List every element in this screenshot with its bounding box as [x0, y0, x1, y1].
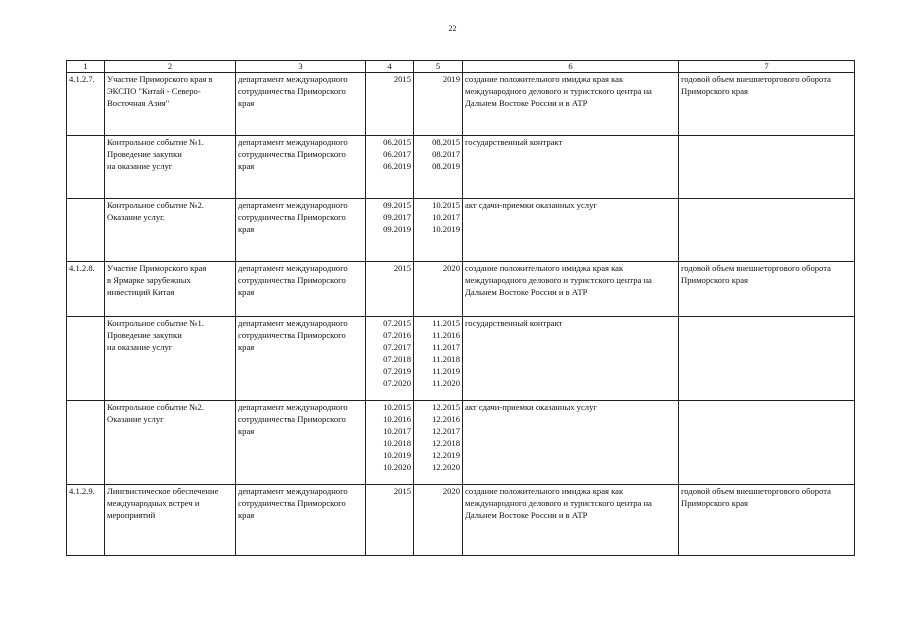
- executor-line: департамент международного: [238, 318, 348, 328]
- indicator-cell: [679, 136, 855, 199]
- expected-result-cell: [463, 317, 679, 401]
- start-date-line: 10.2015: [383, 402, 411, 412]
- end-date-line: 12.2019: [432, 450, 460, 460]
- end-date-line: 10.2017: [432, 212, 460, 222]
- page-number: 22: [448, 24, 457, 33]
- column-header: 5: [414, 61, 463, 73]
- expected-result-line: Дальнем Востоке России и в АТР: [465, 287, 588, 297]
- activity-name-line: ЭКСПО "Китай - Северо-: [107, 86, 201, 96]
- expected-result-line: международного делового и туристского центра на: [465, 275, 652, 285]
- executor-cell: [236, 199, 366, 262]
- executor-line: сотрудничества Приморского: [238, 498, 346, 508]
- executor-line: края: [238, 342, 255, 352]
- end-date-cell: [414, 401, 463, 485]
- end-date-line: 2020: [442, 263, 460, 273]
- end-date-cell: [414, 136, 463, 199]
- expected-result-cell: [463, 136, 679, 199]
- expected-result-line: акт сдачи-приемки оказанных услуг: [465, 402, 597, 412]
- executor-line: департамент международного: [238, 74, 348, 84]
- start-date-cell: [366, 73, 414, 136]
- activity-name-line: на оказание услуг: [107, 161, 173, 171]
- executor-cell: [236, 317, 366, 401]
- activity-name-cell: [105, 73, 236, 136]
- start-date-line: 10.2018: [383, 438, 411, 448]
- end-date-line: 12.2015: [432, 402, 460, 412]
- start-date-line: 09.2019: [383, 224, 411, 234]
- table-row: [67, 485, 855, 556]
- end-date-line: 2019: [442, 74, 460, 84]
- activity-name-line: Контрольное событие №2.: [107, 402, 204, 412]
- start-date-line: 07.2017: [383, 342, 411, 352]
- activity-name-line: Оказание услуг.: [107, 212, 165, 222]
- start-date-cell: [366, 401, 414, 485]
- indicator-line: Приморского края: [681, 275, 748, 285]
- start-date-line: 07.2019: [383, 366, 411, 376]
- executor-line: департамент международного: [238, 263, 348, 273]
- end-date-line: 12.2017: [432, 426, 460, 436]
- end-date-line: 08.2017: [432, 149, 460, 159]
- expected-result-line: государственный контракт: [465, 137, 563, 147]
- activity-name-line: Проведение закупки: [107, 149, 182, 159]
- executor-line: края: [238, 287, 255, 297]
- column-header: 4: [366, 61, 414, 73]
- column-header: 3: [236, 61, 366, 73]
- end-date-line: 11.2020: [432, 378, 460, 388]
- indicator-cell: [679, 73, 855, 136]
- activity-name-cell: [105, 199, 236, 262]
- activity-name-line: Лингвистическое обеспечение: [107, 486, 219, 496]
- start-date-line: 2015: [393, 74, 411, 84]
- activity-name-line: Оказание услуг: [107, 414, 164, 424]
- indicator-line: Приморского края: [681, 498, 748, 508]
- executor-line: департамент международного: [238, 200, 348, 210]
- activity-number-cell: [67, 401, 105, 485]
- end-date-line: 11.2018: [432, 354, 460, 364]
- activity-name-line: Контрольное событие №2.: [107, 200, 204, 210]
- start-date-cell: [366, 199, 414, 262]
- executor-line: департамент международного: [238, 402, 348, 412]
- column-header: 2: [105, 61, 236, 73]
- activity-name-cell: [105, 401, 236, 485]
- end-date-line: 2020: [442, 486, 460, 496]
- activity-name-line: на оказание услуг: [107, 342, 173, 352]
- start-date-line: 10.2017: [383, 426, 411, 436]
- end-date-line: 12.2018: [432, 438, 460, 448]
- start-date-line: 07.2016: [383, 330, 411, 340]
- executor-line: края: [238, 98, 255, 108]
- start-date-line: 2015: [393, 263, 411, 273]
- expected-result-line: международного делового и туристского центра на: [465, 498, 652, 508]
- expected-result-line: международного делового и туристского центра на: [465, 86, 652, 96]
- start-date-line: 10.2019: [383, 450, 411, 460]
- executor-line: сотрудничества Приморского: [238, 86, 346, 96]
- activity-name-line: Проведение закупки: [107, 330, 182, 340]
- end-date-cell: [414, 317, 463, 401]
- executor-line: департамент международного: [238, 486, 348, 496]
- activity-name-line: Восточная Азия": [107, 98, 170, 108]
- executor-cell: [236, 401, 366, 485]
- activity-name-line: инвестиций Китая: [107, 287, 175, 297]
- start-date-line: 06.2017: [383, 149, 411, 159]
- expected-result-line: Дальнем Востоке России и в АТР: [465, 510, 588, 520]
- activity-number-cell: 4.1.2.9.: [67, 485, 105, 556]
- end-date-line: 08.2019: [432, 161, 460, 171]
- column-header: 6: [463, 61, 679, 73]
- expected-result-cell: [463, 401, 679, 485]
- header-row: [67, 61, 855, 73]
- executor-line: сотрудничества Приморского: [238, 149, 346, 159]
- activity-name-line: мероприятий: [107, 510, 156, 520]
- end-date-cell: [414, 199, 463, 262]
- start-date-cell: [366, 317, 414, 401]
- end-date-line: 10.2019: [432, 224, 460, 234]
- activity-number-cell: 4.1.2.8.: [67, 262, 105, 317]
- executor-line: края: [238, 224, 255, 234]
- start-date-line: 2015: [393, 486, 411, 496]
- start-date-cell: [366, 262, 414, 317]
- expected-result-line: создание положительного имиджа края как: [465, 74, 624, 84]
- end-date-line: 11.2016: [432, 330, 460, 340]
- indicator-line: годовой объем внешнеторгового оборота: [681, 74, 831, 84]
- start-date-line: 07.2020: [383, 378, 411, 388]
- column-header: 7: [679, 61, 855, 73]
- executor-line: сотрудничества Приморского: [238, 275, 346, 285]
- expected-result-cell: [463, 199, 679, 262]
- indicator-cell: [679, 401, 855, 485]
- indicator-line: годовой объем внешнеторгового оборота: [681, 486, 831, 496]
- expected-result-line: создание положительного имиджа края как: [465, 486, 624, 496]
- end-date-line: 11.2015: [432, 318, 460, 328]
- end-date-line: 08.2015: [432, 137, 460, 147]
- indicator-line: Приморского края: [681, 86, 748, 96]
- table-row: [67, 401, 855, 485]
- executor-cell: [236, 262, 366, 317]
- activity-number-cell: [67, 317, 105, 401]
- indicator-line: годовой объем внешнеторгового оборота: [681, 263, 831, 273]
- expected-result-line: акт сдачи-приемки оказанных услуг: [465, 200, 597, 210]
- table-row: [67, 317, 855, 401]
- start-date-line: 09.2017: [383, 212, 411, 222]
- activity-name-line: Контрольное событие №1.: [107, 137, 204, 147]
- start-date-line: 06.2015: [383, 137, 411, 147]
- activity-number-cell: [67, 199, 105, 262]
- indicator-cell: [679, 485, 855, 556]
- end-date-cell: [414, 485, 463, 556]
- indicator-cell: [679, 317, 855, 401]
- end-date-line: 11.2019: [432, 366, 460, 376]
- expected-result-line: создание положительного имиджа края как: [465, 263, 624, 273]
- activity-name-line: Участие Приморского края в: [107, 74, 213, 84]
- start-date-line: 06.2019: [383, 161, 411, 171]
- end-date-line: 12.2020: [432, 462, 460, 472]
- start-date-line: 09.2015: [383, 200, 411, 210]
- executor-line: края: [238, 510, 255, 520]
- table-row: [67, 199, 855, 262]
- end-date-line: 10.2015: [432, 200, 460, 210]
- executor-cell: [236, 136, 366, 199]
- indicator-cell: [679, 199, 855, 262]
- activity-name-line: Участие Приморского края: [107, 263, 207, 273]
- expected-result-line: государственный контракт: [465, 318, 563, 328]
- table-row: [67, 136, 855, 199]
- table-row: [67, 73, 855, 136]
- table-row: [67, 262, 855, 317]
- start-date-cell: [366, 136, 414, 199]
- start-date-line: 10.2020: [383, 462, 411, 472]
- activity-name-line: международных встреч и: [107, 498, 200, 508]
- executor-cell: [236, 485, 366, 556]
- end-date-line: 11.2017: [432, 342, 460, 352]
- start-date-line: 07.2018: [383, 354, 411, 364]
- executor-line: департамент международного: [238, 137, 348, 147]
- end-date-cell: [414, 73, 463, 136]
- activity-name-cell: [105, 485, 236, 556]
- activity-name-cell: [105, 262, 236, 317]
- end-date-line: 12.2016: [432, 414, 460, 424]
- activity-number-cell: [67, 136, 105, 199]
- start-date-line: 07.2015: [383, 318, 411, 328]
- indicator-cell: [679, 262, 855, 317]
- activity-name-cell: [105, 317, 236, 401]
- activity-name-line: Контрольное событие №1.: [107, 318, 204, 328]
- executor-line: сотрудничества Приморского: [238, 414, 346, 424]
- activity-name-line: в Ярмарке зарубежных: [107, 275, 191, 285]
- column-header: 1: [67, 61, 105, 73]
- executor-line: сотрудничества Приморского: [238, 330, 346, 340]
- end-date-cell: [414, 262, 463, 317]
- expected-result-cell: [463, 485, 679, 556]
- expected-result-line: Дальнем Востоке России и в АТР: [465, 98, 588, 108]
- activity-name-cell: [105, 136, 236, 199]
- start-date-cell: [366, 485, 414, 556]
- expected-result-cell: [463, 73, 679, 136]
- start-date-line: 10.2016: [383, 414, 411, 424]
- activity-number-cell: 4.1.2.7.: [67, 73, 105, 136]
- executor-line: сотрудничества Приморского: [238, 212, 346, 222]
- executor-line: края: [238, 426, 255, 436]
- executor-cell: [236, 73, 366, 136]
- program-table: [66, 60, 855, 556]
- expected-result-cell: [463, 262, 679, 317]
- executor-line: края: [238, 161, 255, 171]
